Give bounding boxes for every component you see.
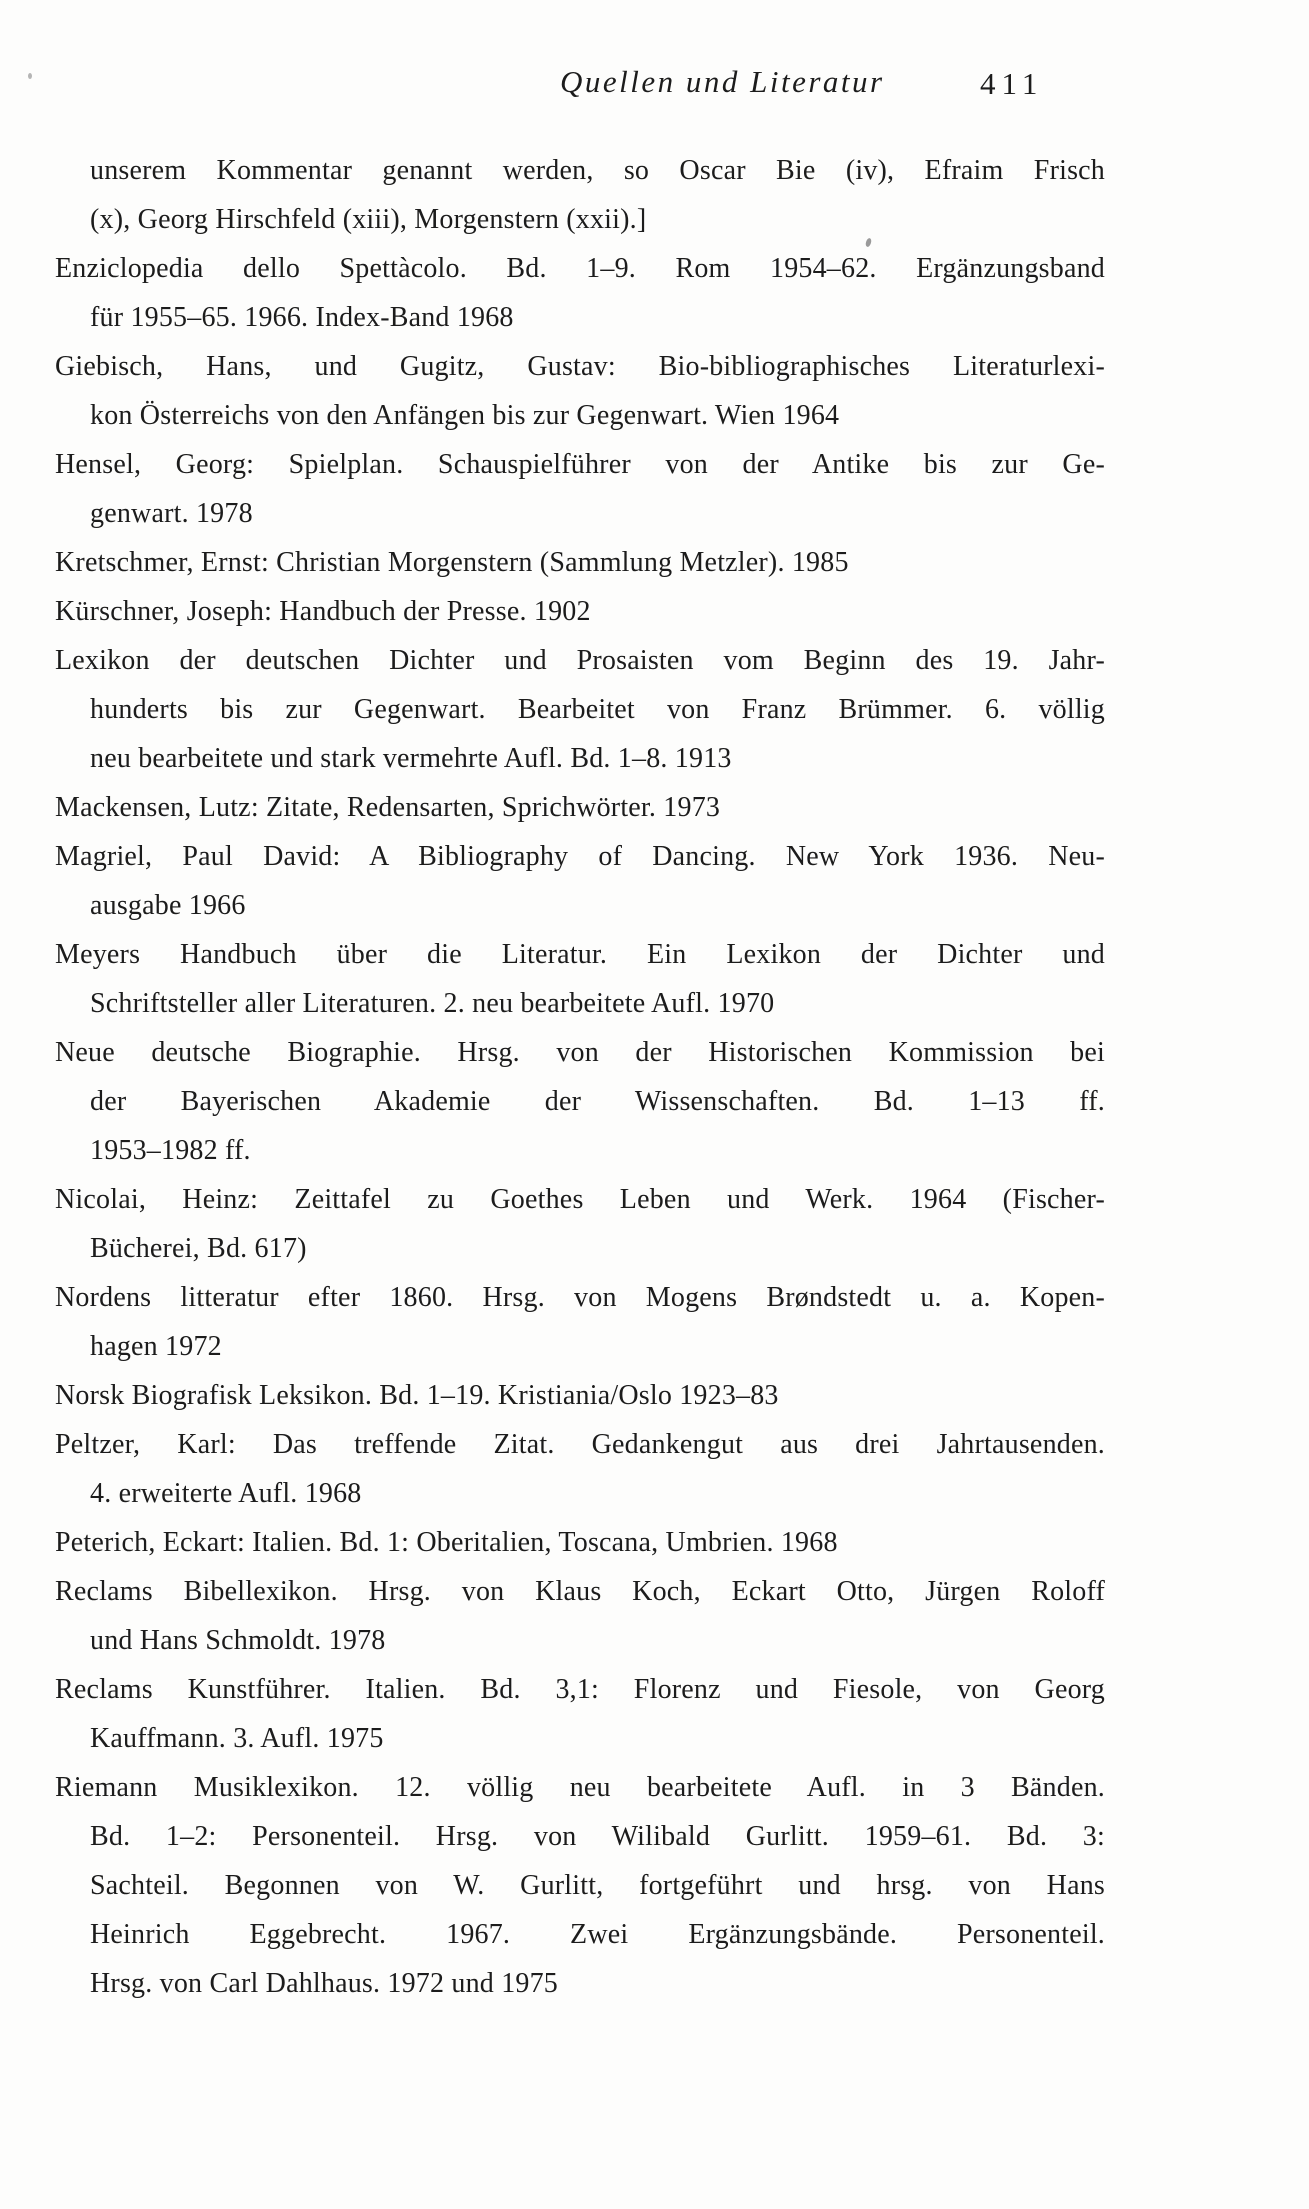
bibliography-line: und Hans Schmoldt. 1978: [90, 1625, 386, 1656]
bibliography-entry: [55, 1567, 1105, 1665]
bibliography-entry: [55, 440, 1105, 538]
bibliography-line: (x), Georg Hirschfeld (xiii), Morgenstern (xxii).]: [90, 204, 647, 235]
bibliography-line: hunderts bis zur Gegenwart. Bearbeitet von Franz Brümmer. 6. völlig: [90, 694, 1105, 725]
bibliography-line: Riemann Musiklexikon. 12. völlig neu bearbeitete Aufl. in 3 Bänden.: [55, 1772, 1105, 1803]
bibliography-line: der Bayerischen Akademie der Wissenschaften. Bd. 1–13 ff.: [90, 1086, 1105, 1117]
bibliography-entry: [55, 832, 1105, 930]
bibliography-line: Norsk Biografisk Leksikon. Bd. 1–19. Kristiania/Oslo 1923–83: [55, 1380, 779, 1411]
bibliography-line: hagen 1972: [90, 1331, 222, 1362]
bibliography-line: Neue deutsche Biographie. Hrsg. von der Historischen Kommission bei: [55, 1037, 1105, 1068]
bibliography-line: Giebisch, Hans, und Gugitz, Gustav: Bio-bibliographisches Literaturlexi-: [55, 351, 1105, 382]
bibliography-line: Reclams Kunstführer. Italien. Bd. 3,1: Florenz und Fiesole, von Georg: [55, 1674, 1105, 1705]
bibliography-entry: [55, 1028, 1105, 1175]
bibliography-line: Enziclopedia dello Spettàcolo. Bd. 1–9. Rom 1954–62. Ergänzungsband: [55, 253, 1105, 284]
bibliography-line: Hrsg. von Carl Dahlhaus. 1972 und 1975: [90, 1968, 559, 1999]
bibliography-entry: [55, 244, 1105, 342]
bibliography-entry: [55, 636, 1105, 783]
bibliography-entry: [55, 1518, 1105, 1567]
bibliography-line: für 1955–65. 1966. Index-Band 1968: [90, 302, 514, 333]
bibliography-line: Peterich, Eckart: Italien. Bd. 1: Oberitalien, Toscana, Umbrien. 1968: [55, 1527, 838, 1558]
bibliography-line: Sachteil. Begonnen von W. Gurlitt, fortgeführt und hrsg. von Hans: [90, 1870, 1105, 1901]
bibliography-line: genwart. 1978: [90, 498, 253, 529]
bibliography-line: Heinrich Eggebrecht. 1967. Zwei Ergänzungsbände. Personenteil.: [90, 1919, 1105, 1950]
bibliography-line: Nordens litteratur efter 1860. Hrsg. von Mogens Brøndstedt u. a. Kopen-: [55, 1282, 1105, 1313]
bibliography-entry: [55, 1420, 1105, 1518]
bibliography-line: Peltzer, Karl: Das treffende Zitat. Gedankengut aus drei Jahrtausenden.: [55, 1429, 1105, 1460]
bibliography-line: Meyers Handbuch über die Literatur. Ein Lexikon der Dichter und: [55, 939, 1105, 970]
bibliography-entry: [55, 1665, 1105, 1763]
bibliography-entry: [55, 146, 1105, 244]
bibliography-line: Lexikon der deutschen Dichter und Prosaisten vom Beginn des 19. Jahr-: [55, 645, 1105, 676]
bibliography-list: [55, 146, 1105, 2008]
bibliography-line: Schriftsteller aller Literaturen. 2. neu bearbeitete Aufl. 1970: [90, 988, 775, 1019]
bibliography-entry: [55, 1763, 1105, 2008]
bibliography-entry: [55, 783, 1105, 832]
bibliography-line: 4. erweiterte Aufl. 1968: [90, 1478, 362, 1509]
bibliography-entry: [55, 1273, 1105, 1371]
bibliography-entry: [55, 538, 1105, 587]
bibliography-line: ausgabe 1966: [90, 890, 246, 921]
bibliography-entry: [55, 587, 1105, 636]
running-head: [0, 64, 1309, 116]
bibliography-entry: [55, 930, 1105, 1028]
running-head-title: Quellen und Literatur: [560, 64, 885, 99]
scan-speck: [28, 73, 32, 79]
bibliography-line: Kürschner, Joseph: Handbuch der Presse. 1902: [55, 596, 591, 627]
bibliography-line: Bücherei, Bd. 617): [90, 1233, 307, 1264]
bibliography-line: 1953–1982 ff.: [90, 1135, 251, 1166]
bibliography-line: Kauffmann. 3. Aufl. 1975: [90, 1723, 384, 1754]
bibliography-entry: [55, 342, 1105, 440]
bibliography-line: neu bearbeitete und stark vermehrte Aufl. Bd. 1–8. 1913: [90, 743, 732, 774]
bibliography-line: kon Österreichs von den Anfängen bis zur Gegenwart. Wien 1964: [90, 400, 840, 431]
bibliography-entry: [55, 1175, 1105, 1273]
bibliography-line: Bd. 1–2: Personenteil. Hrsg. von Wilibald Gurlitt. 1959–61. Bd. 3:: [90, 1821, 1105, 1852]
bibliography-line: Hensel, Georg: Spielplan. Schauspielführer von der Antike bis zur Ge-: [55, 449, 1105, 480]
page-number: 411: [980, 66, 1044, 101]
bibliography-entry: [55, 1371, 1105, 1420]
bibliography-line: Nicolai, Heinz: Zeittafel zu Goethes Leben und Werk. 1964 (Fischer-: [55, 1184, 1105, 1215]
bibliography-line: Mackensen, Lutz: Zitate, Redensarten, Sprichwörter. 1973: [55, 792, 721, 823]
bibliography-line: Reclams Bibellexikon. Hrsg. von Klaus Koch, Eckart Otto, Jürgen Roloff: [55, 1576, 1105, 1607]
bibliography-line: Magriel, Paul David: A Bibliography of Dancing. New York 1936. Neu-: [55, 841, 1105, 872]
bibliography-line: unserem Kommentar genannt werden, so Oscar Bie (iv), Efraim Frisch: [90, 155, 1105, 186]
bibliography-line: Kretschmer, Ernst: Christian Morgenstern (Sammlung Metzler). 1985: [55, 547, 849, 578]
